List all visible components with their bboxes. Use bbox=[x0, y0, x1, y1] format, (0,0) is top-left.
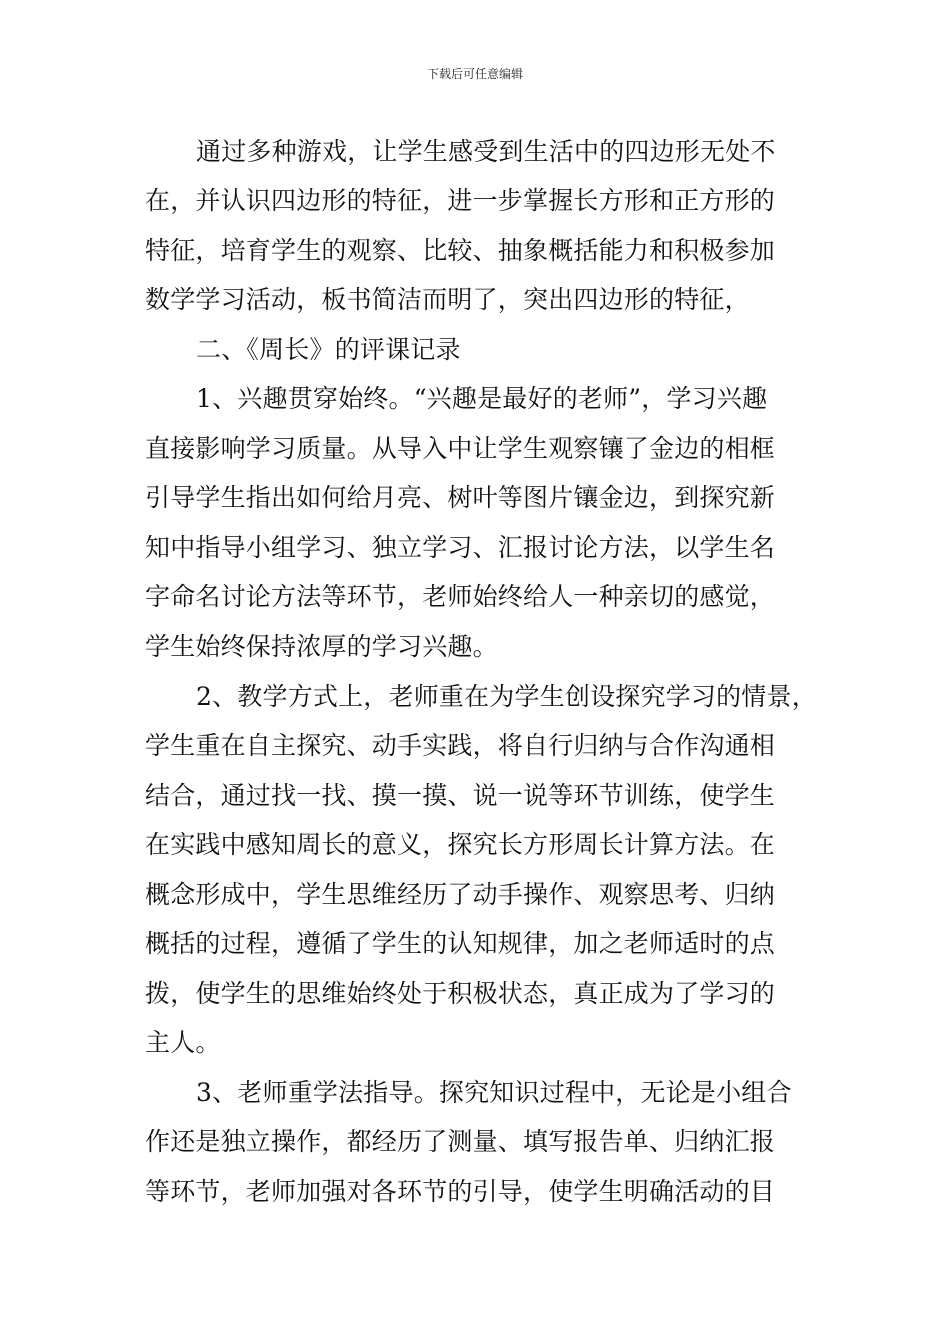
paragraph-line: 特征，培育学生的观察、比较、抽象概括能力和积极参加 bbox=[145, 236, 776, 265]
paragraph-line: 拨，使学生的思维始终处于积极状态，真正成为了学习的 bbox=[145, 979, 776, 1008]
paragraph-line: 数学学习活动，板书简洁而明了，突出四边形的特征， bbox=[145, 285, 750, 314]
paragraph-line: 在实践中感知周长的意义，探究长方形周长计算方法。在 bbox=[145, 830, 776, 859]
paragraph-line: 字命名讨论方法等环节，老师始终给人一种亲切的感觉， bbox=[145, 582, 776, 611]
paragraph-line: 直接影响学习质量。从导入中让学生观察镶了金边的相框 bbox=[145, 434, 776, 463]
paragraph-line: 概念形成中，学生思维经历了动手操作、观察思考、归纳 bbox=[145, 880, 776, 909]
paragraph-line: 知中指导小组学习、独立学习、汇报讨论方法，以学生名 bbox=[145, 533, 776, 562]
paragraph-line: 通过多种游戏，让学生感受到生活中的四边形无处不 bbox=[196, 137, 776, 166]
paragraph-line: 作还是独立操作，都经历了测量、填写报告单、归纳汇报 bbox=[145, 1127, 776, 1156]
paragraph-line: 2、教学方式上，老师重在为学生创设探究学习的情景， bbox=[196, 682, 817, 711]
paragraph-line: 1、兴趣贯穿始终。“兴趣是最好的老师”，学习兴趣 bbox=[196, 384, 768, 413]
paragraph-line: 学生始终保持浓厚的学习兴趣。 bbox=[145, 632, 498, 661]
paragraph-line: 结合，通过找一找、摸一摸、说一说等环节训练，使学生 bbox=[145, 781, 776, 810]
section-heading: 二、《周长》的评课记录 bbox=[196, 335, 461, 364]
paragraph-line: 学生重在自主探究、动手实践，将自行归纳与合作沟通相 bbox=[145, 731, 776, 760]
paragraph-line: 等环节，老师加强对各环节的引导，使学生明确活动的目 bbox=[145, 1177, 776, 1206]
paragraph-line: 引导学生指出如何给月亮、树叶等图片镶金边，到探究新 bbox=[145, 483, 776, 512]
paragraph-line: 概括的过程，遵循了学生的认知规律，加之老师适时的点 bbox=[145, 929, 776, 958]
paragraph-line: 主人。 bbox=[145, 1028, 221, 1057]
page-header: 下载后可任意编辑 bbox=[426, 67, 523, 81]
paragraph-line: 3、老师重学法指导。探究知识过程中，无论是小组合 bbox=[196, 1078, 792, 1107]
paragraph-line: 在，并认识四边形的特征，进一步掌握长方形和正方形的 bbox=[145, 186, 776, 215]
